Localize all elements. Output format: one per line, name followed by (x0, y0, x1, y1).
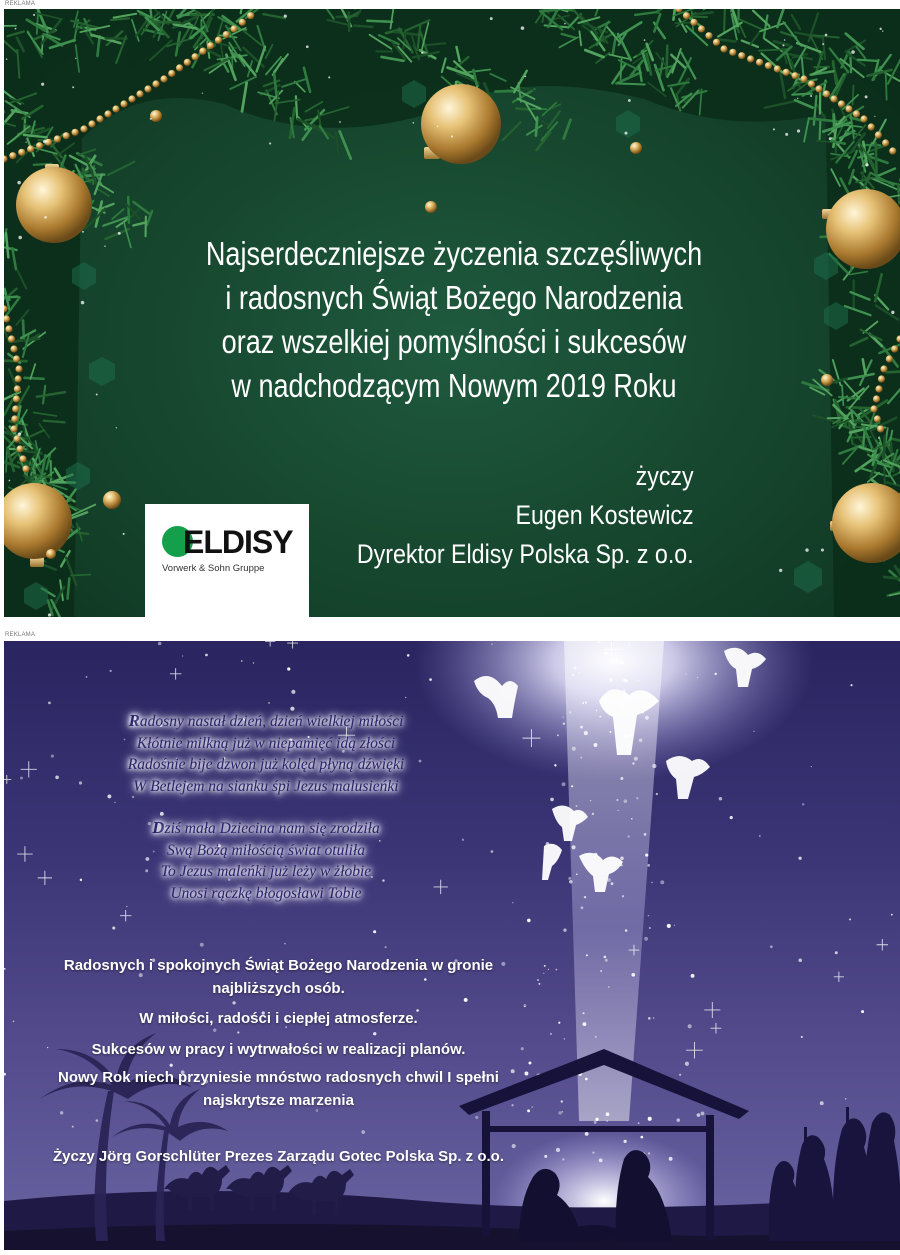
wishes-line: Radosnych i spokojnych Świąt Bożego Narodzenia w gronie (63, 957, 494, 974)
christmas-card-eldisy (4, 9, 900, 617)
poem-line: Unosi rączkę błogosławi Tobie (170, 884, 362, 902)
drop-cap: R (128, 711, 140, 730)
gotec-signature (26, 1146, 531, 1169)
greeting-line: w nadchodzącym Nowym 2019 Roku (231, 367, 677, 404)
logo-wordmark: ELDISY (183, 524, 293, 560)
poem-line: Swą Bożą miłością świat otuliła (166, 841, 366, 859)
logo-subtitle: Vorwerk & Sohn Gruppe (162, 563, 265, 574)
wishes-line: Sukcesów w pracy i wytrwałości w realizacji planów. (91, 1040, 466, 1058)
wishes-line: najskrytsze marzenia (203, 1091, 354, 1109)
greeting-line: oraz wszelkiej pomyślności i sukcesów (221, 323, 687, 360)
poem-line: To Jezus maleńki już leży w żłobie (160, 863, 372, 880)
wishes-line: Nowy Rok niech przyniesie mnóstwo radosnych chwil I spełni (58, 1069, 499, 1086)
greeting-text (192, 232, 717, 408)
wishes-line: W miłości, radości i ciepłej atmosferze. (139, 1010, 418, 1027)
greeting-line: i radosnych Świąt Bożego Narodzenia (225, 279, 683, 316)
poem-stanza-1 (66, 710, 466, 797)
christmas-card-gotec (4, 641, 900, 1250)
wishes-text (26, 955, 531, 1112)
signature-line: Życzy Jörg Gorschlüter Prezes Zarządu Gotec Polska Sp. z o.o. (53, 1148, 504, 1165)
signature-name: Eugen Kostewicz (515, 500, 694, 530)
ad-label-bottom: REKLAMA (5, 632, 36, 638)
wishes-line: najbliższych osób. (212, 979, 345, 997)
signature-wishes: życzy (635, 461, 694, 491)
poem-line: Dziś mała Dziecina nam się zrodziła (152, 818, 380, 837)
poem-line: W Betlejem na sianku śpi Jezus malusieńki (133, 777, 399, 795)
signature-title: Dyrektor Eldisy Polska Sp. z o.o. (357, 539, 694, 569)
poem-line: Radośnie bije dzwon już kolęd płyną dźwięki (127, 756, 405, 773)
ad-label-top: REKLAMA (5, 1, 36, 7)
greeting-line: Najserdeczniejsze życzenia szczęśliwych (205, 235, 703, 272)
signature-block (357, 457, 694, 574)
drop-cap: D (152, 818, 165, 837)
poem-line: Kłótnie milkną już w niepamięć idą złości (136, 734, 396, 752)
poem-stanza-2 (66, 817, 466, 904)
shepherds-icon (769, 1107, 900, 1241)
eldisy-logo (145, 504, 309, 617)
poem-line: Radosny nastał dzień, dzień wielkiej miłości (128, 711, 404, 730)
